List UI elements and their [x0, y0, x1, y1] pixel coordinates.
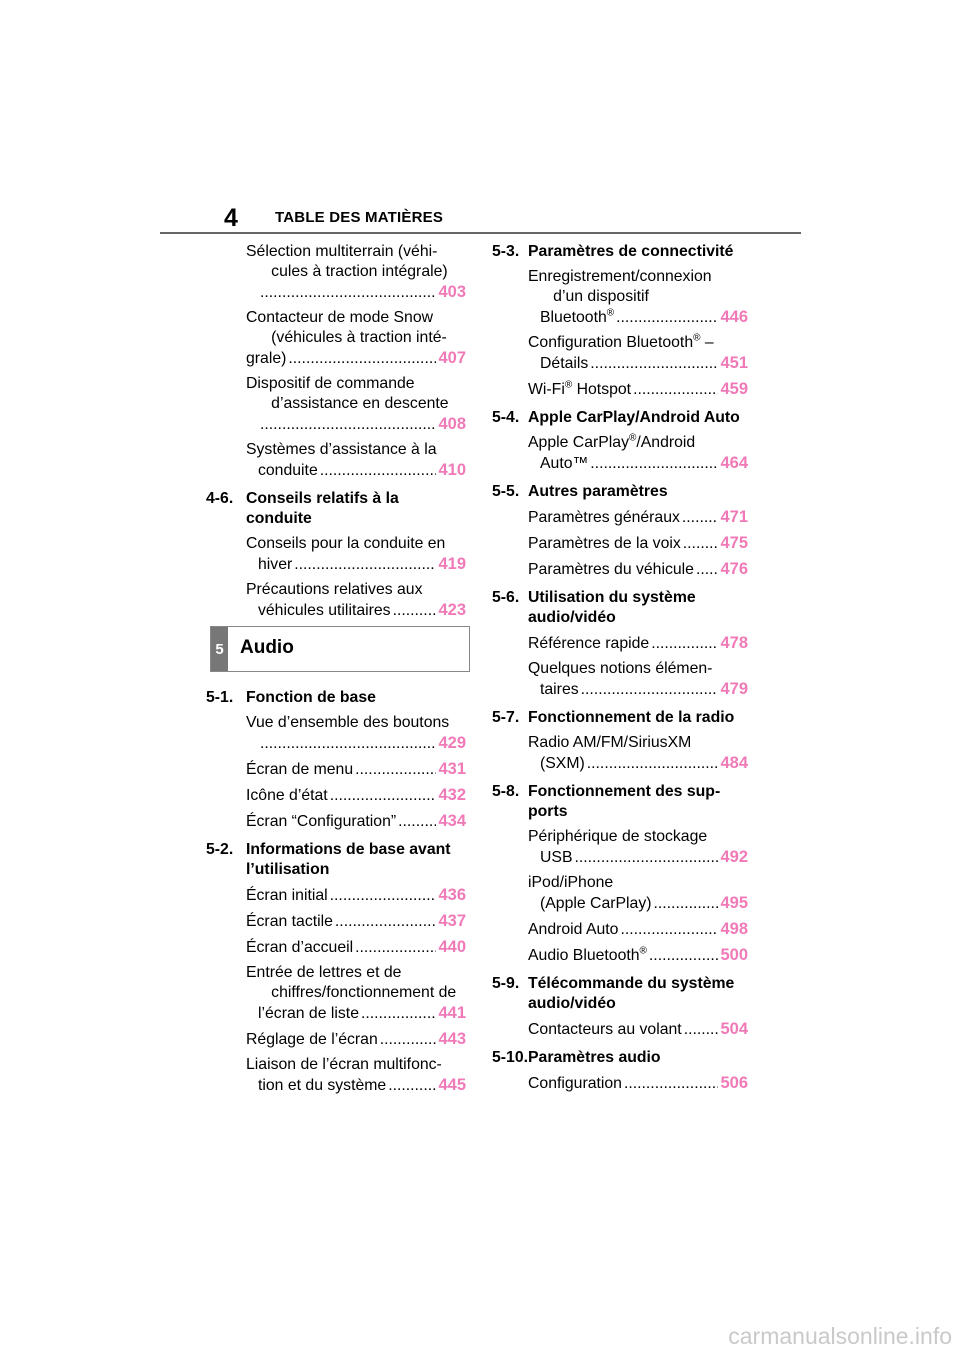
chapter-number: 5	[211, 627, 228, 671]
page-link[interactable]: 475	[720, 534, 748, 552]
page-link[interactable]: 506	[720, 1074, 748, 1092]
toc-entry[interactable]: Référence rapide ..... 478	[492, 633, 748, 654]
toc-entry[interactable]: Entrée de lettres et de chiffres/fonctionnement de l’écran de liste ..... 441	[206, 963, 466, 1024]
page-link[interactable]: 403	[438, 283, 466, 301]
watermark: carmanualsonline.info	[728, 1323, 952, 1349]
toc-entry[interactable]: Paramètres de la voix ..... 475	[492, 533, 748, 554]
page-link[interactable]: 451	[720, 354, 748, 372]
toc-entry[interactable]: Configuration ..... 506	[492, 1073, 748, 1094]
page-link[interactable]: 471	[720, 508, 748, 526]
toc-entry[interactable]: Écran initial ..... 436	[206, 885, 466, 906]
toc-entry[interactable]: Systèmes d’assistance à la conduite ..... 410	[206, 440, 466, 481]
page-link[interactable]: 407	[438, 349, 466, 367]
toc-entry[interactable]: Précautions relatives aux véhicules utilitaires ..... 423	[206, 580, 466, 621]
toc-entry[interactable]: Conseils pour la conduite en hiver ..... 419	[206, 534, 466, 575]
page-link[interactable]: 498	[720, 920, 748, 938]
section-heading[interactable]: 5-1. Fonction de base	[206, 689, 376, 706]
chapter-title: Audio	[240, 637, 294, 658]
toc-entry[interactable]: Wi-Fi® Hotspot ..... 459	[492, 379, 748, 400]
page-link[interactable]: 410	[438, 461, 466, 479]
page-link[interactable]: 423	[438, 601, 466, 619]
page-link[interactable]: 437	[438, 912, 466, 930]
page-link[interactable]: 464	[720, 454, 748, 472]
chapter-tab[interactable]	[210, 626, 470, 672]
toc-entry[interactable]: Enregistrement/connexion d’un dispositif Bluetooth® ..... 446	[492, 267, 748, 328]
toc-entry[interactable]: Écran tactile ..... 437	[206, 911, 466, 932]
toc-entry[interactable]: iPod/iPhone (Apple CarPlay) ..... 495	[492, 873, 748, 914]
toc-entry[interactable]: Icône d’état ..... 432	[206, 785, 466, 806]
toc-entry[interactable]: Contacteurs au volant ..... 504	[492, 1019, 748, 1040]
page-link[interactable]: 408	[438, 415, 466, 433]
page-link[interactable]: 441	[438, 1004, 466, 1022]
toc-entry[interactable]: Apple CarPlay®/Android Auto™ ..... 464	[492, 433, 748, 474]
page-link[interactable]: 432	[438, 786, 466, 804]
page-link[interactable]: 434	[438, 812, 466, 830]
section-heading[interactable]: 5-10.Paramètres audio	[492, 1049, 661, 1066]
page-link[interactable]: 445	[438, 1076, 466, 1094]
section-heading[interactable]: 4-6. Conseils relatifs à la conduite	[206, 490, 399, 527]
page-link[interactable]: 492	[720, 848, 748, 866]
toc-entry[interactable]: Écran de menu ..... 431	[206, 759, 466, 780]
toc-entry[interactable]: Android Auto ..... 498	[492, 919, 748, 940]
toc-left-bottom	[206, 688, 466, 1096]
section-heading[interactable]: 5-5. Autres paramètres	[492, 483, 668, 500]
section-heading[interactable]: 5-3. Paramètres de connectivité	[492, 243, 734, 260]
section-heading[interactable]: 5-4. Apple CarPlay/Android Auto	[492, 409, 740, 426]
header-rule	[160, 232, 801, 234]
section-heading[interactable]: 5-2. Informations de base avant l’utilisation	[206, 841, 451, 878]
page-link[interactable]: 440	[438, 938, 466, 956]
page-link[interactable]: 495	[720, 894, 748, 912]
page-link[interactable]: 479	[720, 680, 748, 698]
page-header-title: TABLE DES MATIÈRES	[275, 209, 444, 226]
page-link[interactable]: 500	[720, 946, 748, 964]
page-link[interactable]: 484	[720, 754, 748, 772]
section-heading[interactable]: 5-8. Fonctionnement des sup-ports	[492, 783, 721, 820]
toc-entry[interactable]: Dispositif de commande d’assistance en descente ..... 408	[206, 374, 466, 435]
toc-entry[interactable]: Sélection multiterrain (véhi- cules à traction intégrale) ..... 403	[206, 242, 466, 303]
toc-entry[interactable]: Configuration Bluetooth® – Détails ..... 451	[492, 333, 748, 374]
section-heading[interactable]: 5-7. Fonctionnement de la radio	[492, 709, 735, 726]
page-link[interactable]: 431	[438, 760, 466, 778]
toc-entry[interactable]: Contacteur de mode Snow (véhicules à traction inté- grale) ..... 407	[206, 308, 466, 369]
page-link[interactable]: 443	[438, 1030, 466, 1048]
section-heading[interactable]: 5-6. Utilisation du système audio/vidéo	[492, 589, 696, 626]
page-number: 4	[224, 204, 238, 232]
toc-left-top	[206, 242, 466, 621]
page-link[interactable]: 504	[720, 1020, 748, 1038]
toc-entry[interactable]: Audio Bluetooth® ..... 500	[492, 945, 748, 966]
toc-right	[492, 242, 748, 1094]
toc-entry[interactable]: Écran “Configuration” ..... 434	[206, 811, 466, 832]
page-link[interactable]: 476	[720, 560, 748, 578]
toc-entry[interactable]: Paramètres du véhicule ..... 476	[492, 559, 748, 580]
page-link[interactable]: 419	[438, 555, 466, 573]
page-link[interactable]: 446	[720, 308, 748, 326]
page-link[interactable]: 459	[720, 380, 748, 398]
toc-entry[interactable]: Écran d’accueil ..... 440	[206, 937, 466, 958]
page-link[interactable]: 478	[720, 634, 748, 652]
toc-entry[interactable]: Liaison de l’écran multifonc- tion et du système ..... 445	[206, 1055, 466, 1096]
section-heading[interactable]: 5-9. Télécommande du système audio/vidéo	[492, 975, 735, 1012]
toc-entry[interactable]: Radio AM/FM/SiriusXM (SXM) ..... 484	[492, 733, 748, 774]
page-link[interactable]: 436	[438, 886, 466, 904]
toc-entry[interactable]: Réglage de l’écran ..... 443	[206, 1029, 466, 1050]
page-link[interactable]: 429	[438, 734, 466, 752]
toc-entry[interactable]: Périphérique de stockage USB ..... 492	[492, 827, 748, 868]
toc-entry[interactable]: Paramètres généraux ..... 471	[492, 507, 748, 528]
toc-entry[interactable]: Vue d’ensemble des boutons ..... 429	[206, 713, 466, 754]
toc-entry[interactable]: Quelques notions élémen- taires ..... 479	[492, 659, 748, 700]
